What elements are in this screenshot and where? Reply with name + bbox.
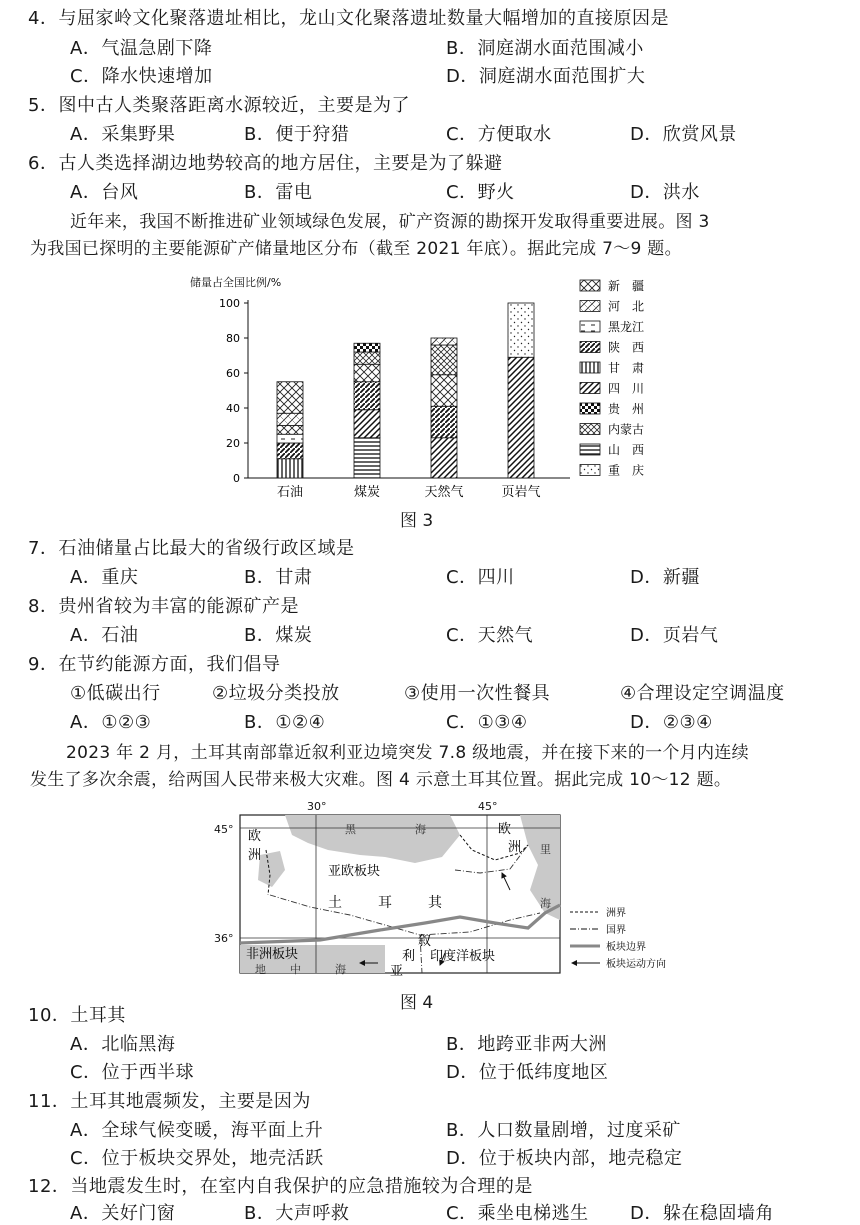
- legend-swatch: [580, 383, 600, 394]
- bar-segment: [431, 338, 457, 345]
- option-c[interactable]: C．降水快速增加: [70, 66, 213, 87]
- legend-swatch: [580, 321, 600, 332]
- question-5-stem: 5．图中古人类聚落距离水源较近，主要是为了: [28, 95, 410, 116]
- legend-label: 内蒙古: [608, 422, 645, 437]
- legend-swatch: [580, 280, 600, 291]
- statement-2: ②垃圾分类投放: [212, 683, 340, 704]
- x-tick-label: 天然气: [424, 485, 464, 500]
- option-b[interactable]: B．大声呼救: [244, 1203, 350, 1224]
- option-c[interactable]: C．野火: [446, 182, 515, 203]
- bar-segment: [354, 343, 380, 352]
- option-d[interactable]: D．洞庭湖水面范围扩大: [446, 66, 646, 87]
- question-stem: 与屈家岭文化聚落遗址相比，龙山文化聚落遗址数量大幅增加的直接原因是: [58, 8, 669, 29]
- map-legend: [570, 906, 666, 970]
- option-c[interactable]: C．方便取水: [446, 124, 552, 145]
- legend-national-border: 国界: [606, 925, 626, 936]
- bar-segment: [354, 410, 380, 438]
- option-b[interactable]: B．①②④: [244, 712, 326, 733]
- bar-segment: [431, 345, 457, 375]
- option-d[interactable]: D．躲在稳固墙角: [630, 1203, 774, 1224]
- legend-swatch: [580, 403, 600, 414]
- legend-label: 新 疆: [608, 279, 645, 293]
- option-b[interactable]: B．便于狩猎: [244, 124, 350, 145]
- question-6-stem: 6．古人类选择湖边地势较高的地方居住，主要是为了躲避: [28, 153, 503, 174]
- x-tick-label: 石油: [276, 485, 304, 500]
- option-c[interactable]: C．①③④: [446, 712, 528, 733]
- question-8-stem: 8．贵州省较为丰富的能源矿产是: [28, 596, 299, 617]
- legend-label: 河 北: [608, 299, 645, 314]
- legend-continent-boundary: 洲界: [606, 908, 626, 919]
- option-d[interactable]: D．洪水: [630, 182, 700, 203]
- legend-label: 贵 州: [608, 402, 645, 416]
- energy-reserves-chart: [180, 268, 700, 508]
- y-axis-label: 储量占全国比例/%: [190, 276, 282, 289]
- label-mediterranean: 中: [290, 963, 301, 976]
- option-d[interactable]: D．欣赏风景: [630, 124, 737, 145]
- label-turkey: 土: [328, 895, 342, 911]
- legend-label: 陕 西: [608, 340, 645, 355]
- question-11-stem: 11．土耳其地震频发，主要是因为: [28, 1091, 311, 1112]
- option-a[interactable]: A．①②③: [70, 712, 152, 733]
- bar-segment: [277, 434, 303, 443]
- label-syria: 亚: [390, 964, 404, 979]
- legend-swatch: [580, 362, 600, 373]
- bar-segment: [277, 426, 303, 435]
- bar-segment: [277, 382, 303, 414]
- label-eurasian-plate: 亚欧板块: [328, 864, 381, 879]
- legend-swatch: [580, 301, 600, 312]
- question-12-stem: 12．当地震发生时，在室内自我保护的应急措施较为合理的是: [28, 1176, 533, 1197]
- question-9-stem: 9．在节约能源方面，我们倡导: [28, 654, 281, 675]
- option-a[interactable]: A．重庆: [70, 567, 139, 588]
- label-turkey: 其: [428, 895, 442, 911]
- passage-energy-line-1: 近年来，我国不断推进矿业领域绿色发展，矿产资源的勘探开发取得重要进展。图 3: [70, 212, 710, 232]
- bar-segment: [277, 459, 303, 478]
- bar-segment: [277, 413, 303, 425]
- bar-segment: [277, 443, 303, 459]
- label-mediterranean: 海: [335, 963, 346, 976]
- label-turkey: 耳: [378, 895, 392, 911]
- y-tick-label: 20: [226, 437, 240, 450]
- lon-label-45: 45°: [478, 800, 498, 813]
- bar-segment: [354, 364, 380, 382]
- option-b[interactable]: B．雷电: [244, 182, 313, 203]
- bar-segment: [508, 303, 534, 357]
- label-caspian-sea: 海: [540, 897, 551, 910]
- option-a[interactable]: A．关好门窗: [70, 1203, 176, 1224]
- option-c[interactable]: C．位于西半球: [70, 1062, 195, 1083]
- option-a[interactable]: A．气温急剧下降: [70, 38, 213, 59]
- passage-energy-line-2: 为我国已探明的主要能源矿产储量地区分布（截至 2021 年底）。据此完成 7～9 题。: [30, 239, 682, 259]
- y-tick-label: 40: [226, 402, 240, 415]
- legend-label: 重 庆: [608, 463, 645, 478]
- option-b[interactable]: B．人口数量剧增，过度采矿: [446, 1120, 681, 1141]
- bar-segment: [508, 357, 534, 478]
- turkey-location-map: [210, 795, 690, 985]
- figure-3-caption: 图 3: [400, 511, 434, 531]
- label-europe: 欧: [248, 829, 262, 844]
- x-tick-label: 煤炭: [353, 485, 381, 500]
- option-a[interactable]: A．全球气候变暖，海平面上升: [70, 1120, 324, 1141]
- option-c[interactable]: C．天然气: [446, 625, 534, 646]
- option-d[interactable]: D．位于低纬度地区: [446, 1062, 609, 1083]
- passage-quake-line-1: 2023 年 2 月，土耳其南部靠近叙利亚边境突发 7.8 级地震，并在接下来的一个月内连续: [66, 743, 749, 763]
- figure-4-caption: 图 4: [400, 993, 434, 1013]
- question-7-stem: 7．石油储量占比最大的省级行政区域是: [28, 538, 355, 559]
- bar-segment: [431, 406, 457, 438]
- option-b[interactable]: B．甘肃: [244, 567, 313, 588]
- bar-segment: [354, 352, 380, 364]
- question-4-stem: [28, 8, 669, 30]
- legend-plate-motion: 板块运动方向: [606, 959, 666, 970]
- label-europe: 洲: [508, 840, 522, 855]
- y-tick-label: 60: [226, 367, 240, 380]
- label-black-sea: 黑: [345, 823, 356, 836]
- label-syria: 叙: [418, 934, 432, 949]
- question-number: 4．: [28, 8, 59, 29]
- bar-segment: [431, 438, 457, 478]
- statement-4: ④合理设定空调温度: [620, 683, 785, 704]
- y-tick-label: 0: [233, 472, 240, 485]
- option-a[interactable]: A．采集野果: [70, 124, 176, 145]
- legend-swatch: [580, 465, 600, 476]
- bar-segment: [354, 382, 380, 410]
- y-tick-label: 100: [219, 297, 240, 310]
- option-a[interactable]: A．北临黑海: [70, 1034, 176, 1055]
- passage-quake-line-2: 发生了多次余震，给两国人民带来极大灾难。图 4 示意土耳其位置。据此完成 10～12 题。: [30, 770, 732, 790]
- x-tick-label: 页岩气: [501, 485, 541, 500]
- option-c[interactable]: C．四川: [446, 567, 515, 588]
- y-tick-label: 80: [226, 332, 240, 345]
- bar-segment: [431, 375, 457, 407]
- label-caspian-sea: 里: [540, 843, 551, 856]
- option-d[interactable]: D．②③④: [630, 712, 713, 733]
- option-b[interactable]: B．洞庭湖水面范围减小: [446, 38, 644, 59]
- lon-label-30: 30°: [307, 800, 327, 813]
- lat-label-36: 36°: [214, 932, 234, 945]
- statement-3: ③使用一次性餐具: [404, 683, 551, 704]
- label-mediterranean: 地: [255, 963, 266, 976]
- legend-label: 四 川: [608, 381, 645, 396]
- label-indian-ocean-plate: 印度洋板块: [430, 949, 496, 964]
- option-c[interactable]: C．乘坐电梯逃生: [446, 1203, 589, 1224]
- question-10-stem: 10．土耳其: [28, 1005, 126, 1026]
- label-syria: 利: [402, 949, 416, 964]
- legend-label: 甘 肃: [608, 361, 645, 375]
- option-c[interactable]: C．位于板块交界处，地壳活跃: [70, 1148, 324, 1169]
- option-d[interactable]: D．页岩气: [630, 625, 719, 646]
- option-b[interactable]: B．地跨亚非两大洲: [446, 1034, 607, 1055]
- lat-label-45: 45°: [214, 823, 234, 836]
- label-europe: 洲: [248, 848, 262, 863]
- legend-label: 山 西: [608, 443, 645, 457]
- label-black-sea: 海: [415, 823, 426, 836]
- bar-segment: [354, 438, 380, 478]
- legend-swatch: [580, 342, 600, 353]
- option-b[interactable]: B．煤炭: [244, 625, 313, 646]
- legend-label: 黑龙江: [608, 320, 645, 334]
- option-a[interactable]: A．石油: [70, 625, 139, 646]
- legend-plate-boundary: 板块边界: [606, 942, 646, 953]
- option-d[interactable]: D．新疆: [630, 567, 700, 588]
- label-europe: 欧: [498, 822, 512, 837]
- label-african-plate: 非洲板块: [246, 947, 299, 962]
- legend-swatch: [580, 424, 600, 435]
- legend-swatch: [580, 444, 600, 455]
- option-d[interactable]: D．位于板块内部，地壳稳定: [446, 1148, 683, 1169]
- statement-1: ①低碳出行: [70, 683, 161, 704]
- option-a[interactable]: A．台风: [70, 182, 139, 203]
